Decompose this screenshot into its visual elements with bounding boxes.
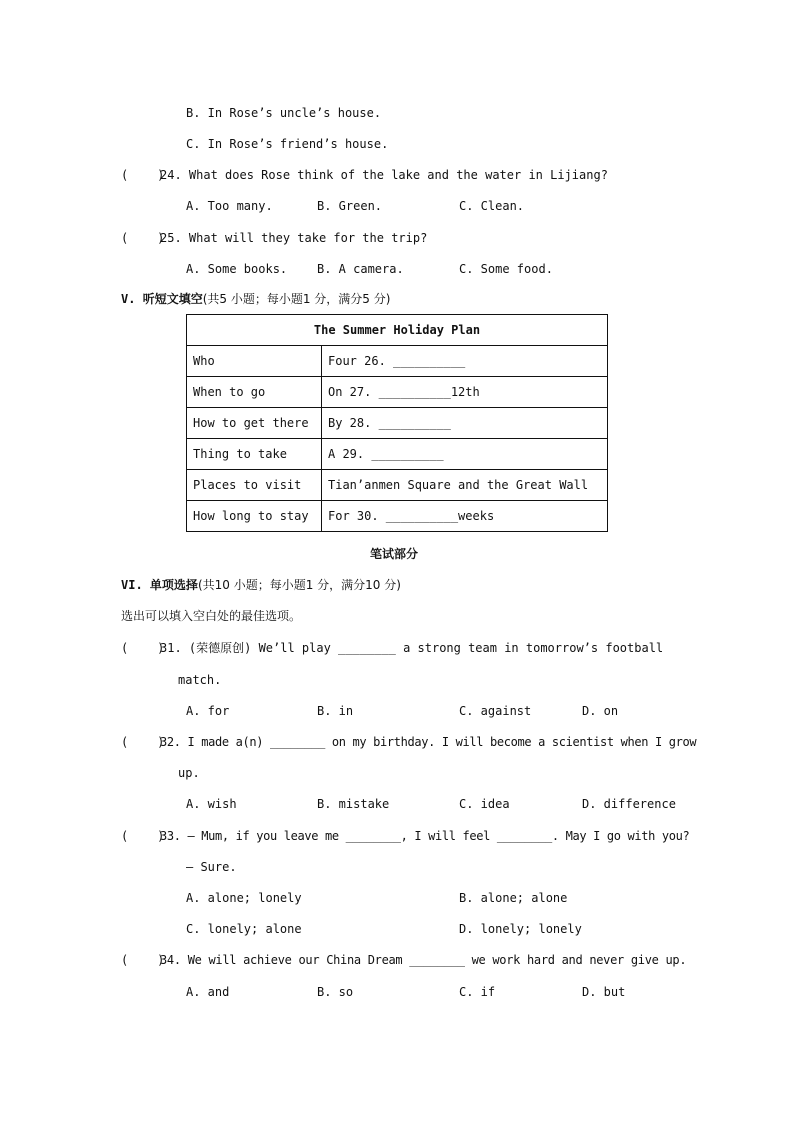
section-5-note: (共5 小题；每小题1 分，满分5 分) <box>202 292 391 306</box>
q31-question-cont: match. <box>178 673 222 687</box>
section-6-title: 单项选择 <box>149 578 198 592</box>
q33-option-d: D. lonely; lonely <box>459 922 582 936</box>
written-part-heading: 笔试部分 <box>370 547 419 561</box>
section-6-instruction: 选出可以填入空白处的最佳选项。 <box>121 609 302 623</box>
q32-option-d: D. difference <box>582 797 676 811</box>
row-label: How long to stay <box>187 501 322 532</box>
q34-option-a: A. and <box>186 985 230 999</box>
q25-option-c: C. Some food. <box>459 262 553 276</box>
row-value: Four 26. __________ <box>322 346 608 377</box>
table-row <box>187 408 608 439</box>
table-title-row <box>187 315 608 346</box>
q25-question: 25. What will they take for the trip? <box>160 231 428 245</box>
table-row <box>187 377 608 408</box>
q25-option-a: A. Some books. <box>186 262 288 276</box>
q33-option-c: C. lonely; alone <box>186 922 302 936</box>
table-row <box>187 470 608 501</box>
section-6-roman: VI. <box>121 578 143 592</box>
q32-answer-paren: ( ) <box>121 735 165 749</box>
row-value: By 28. __________ <box>322 408 608 439</box>
q33-question-cont: — Sure. <box>186 860 237 874</box>
section-6-note: (共10 小题；每小题1 分，满分10 分) <box>197 578 401 592</box>
q24-option-b: B. Green. <box>317 199 383 213</box>
q33-option-b: B. alone; alone <box>459 891 568 905</box>
q31-question: 31. (荣德原创) We’ll play ________ a strong team in tomorrow’s football <box>160 641 664 655</box>
q23-option-b: B. In Rose’s uncle’s house. <box>186 106 382 120</box>
row-label: Thing to take <box>187 439 322 470</box>
q33-answer-paren: ( ) <box>121 829 165 843</box>
row-value: For 30. __________weeks <box>322 501 608 532</box>
q24-answer-paren: ( ) <box>121 168 165 182</box>
q34-question: 34. We will achieve our China Dream ________ we work hard and never give up. <box>160 953 687 967</box>
q31-option-c: C. against <box>459 704 532 718</box>
table-row <box>187 346 608 377</box>
row-label: When to go <box>187 377 322 408</box>
summer-plan-table <box>186 314 608 532</box>
q34-option-c: C. if <box>459 985 496 999</box>
table-row <box>187 501 608 532</box>
q33-option-a: A. alone; lonely <box>186 891 302 905</box>
row-value: A 29. __________ <box>322 439 608 470</box>
q32-option-c: C. idea <box>459 797 510 811</box>
section-5-heading <box>121 291 390 307</box>
q32-option-b: B. mistake <box>317 797 390 811</box>
q33-question: 33. — Mum, if you leave me ________, I will feel ________. May I go with you? <box>160 829 690 843</box>
q34-option-b: B. so <box>317 985 354 999</box>
row-label: How to get there <box>187 408 322 439</box>
row-label: Places to visit <box>187 470 322 501</box>
q24-option-a: A. Too many. <box>186 199 273 213</box>
q24-option-c: C. Clean. <box>459 199 525 213</box>
table-title: The Summer Holiday Plan <box>187 315 608 346</box>
q34-answer-paren: ( ) <box>121 953 165 967</box>
q31-option-a: A. for <box>186 704 230 718</box>
row-value: On 27. __________12th <box>322 377 608 408</box>
table-row <box>187 439 608 470</box>
row-label: Who <box>187 346 322 377</box>
q31-option-b: B. in <box>317 704 354 718</box>
q32-question: 32. I made a(n) ________ on my birthday. I will become a scientist when I grow <box>160 735 697 749</box>
q24-question: 24. What does Rose think of the lake and the water in Lijiang? <box>160 168 608 182</box>
q32-question-cont: up. <box>178 766 200 780</box>
q31-answer-paren: ( ) <box>121 641 165 655</box>
row-value: Tian’anmen Square and the Great Wall <box>322 470 608 501</box>
section-5-title: 听短文填空 <box>142 292 203 306</box>
q32-option-a: A. wish <box>186 797 237 811</box>
q25-option-b: B. A camera. <box>317 262 404 276</box>
q34-option-d: D. but <box>582 985 626 999</box>
q31-option-d: D. on <box>582 704 619 718</box>
section-6-heading <box>121 577 401 593</box>
section-5-roman: V. <box>121 292 136 306</box>
q25-answer-paren: ( ) <box>121 231 165 245</box>
q23-option-c: C. In Rose’s friend’s house. <box>186 137 389 151</box>
